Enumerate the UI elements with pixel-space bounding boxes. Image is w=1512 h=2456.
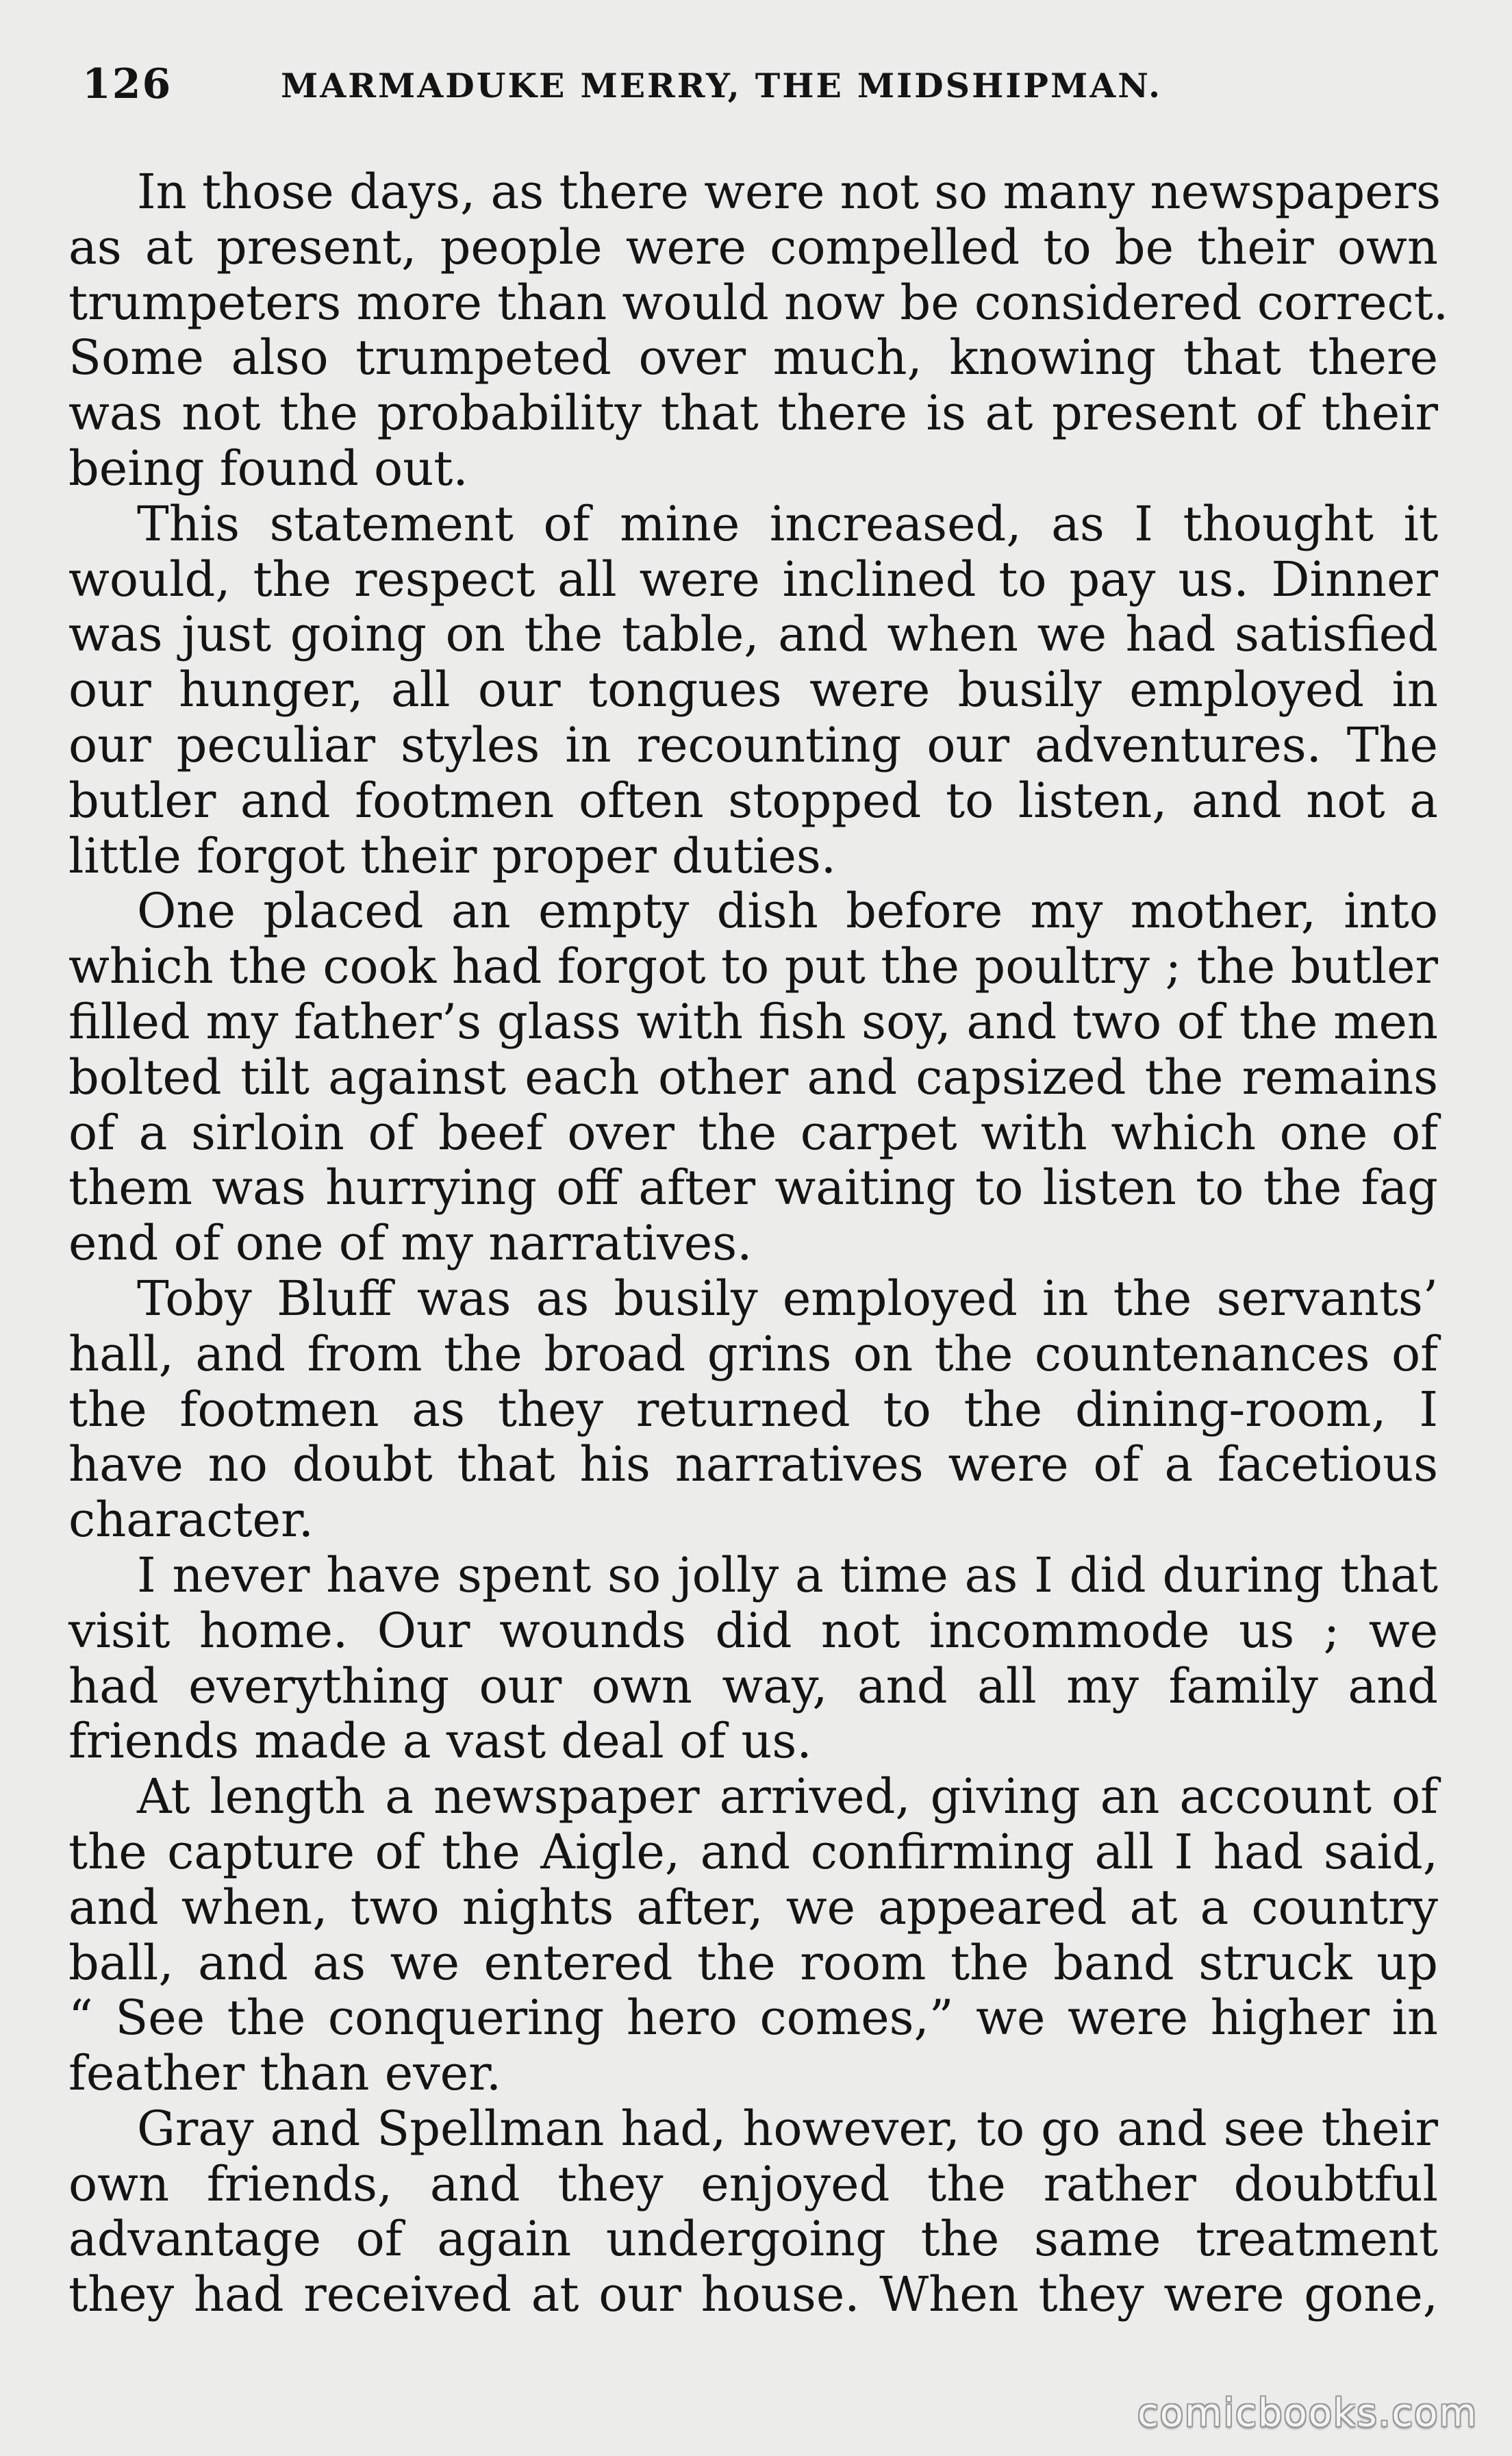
text-line: little forgot their proper duties. [68,827,837,884]
text-line: Gray and Spellman had, however, to go and see their [137,2100,1438,2157]
text-line: Some also trumpeted over much, knowing that there [68,329,1438,386]
text-line: our peculiar styles in recounting our adventures. The [68,716,1438,773]
text-line: end of one of my narratives. [68,1215,753,1272]
text-line: have no doubt that his narratives were of a facetious [68,1436,1438,1493]
text-line: the capture of the Aigle, and confirming all I had said, [68,1823,1438,1880]
text-line: character. [68,1492,314,1549]
text-line: Toby Bluff was as busily employed in the servants’ [137,1270,1438,1327]
text-line: was just going on the table, and when we had satisfied [68,606,1438,663]
text-line: being found out. [68,440,468,497]
text-line: feather than ever. [68,2045,502,2102]
text-line: This statement of mine increased, as I thought it [137,495,1438,552]
text-line: butler and footmen often stopped to listen, and not a [68,772,1438,829]
text-line: One placed an empty dish before my mother, into [137,883,1438,940]
running-title: MARMADUKE MERRY, THE MIDSHIPMAN. [281,66,1163,105]
running-head [82,60,1445,108]
text-line: bolted tilt against each other and capsized the remains [68,1049,1438,1105]
text-line: trumpeters more than would now be considered correct. [68,274,1449,331]
text-line: as at present, people were compelled to be their own [68,218,1438,275]
text-line: ball, and as we entered the room the band struck up [68,1934,1438,1991]
text-line: “ See the conquering hero comes,” we were higher in [68,1990,1438,2046]
text-line: and when, two nights after, we appeared at a country [68,1879,1438,1935]
text-line: they had received at our house. When they were gone, [68,2266,1438,2323]
text-line: own friends, and they enjoyed the rather doubtful [68,2155,1438,2212]
text-line: which the cook had forgot to put the poultry ; the butler [68,938,1438,995]
page-number: 126 [82,60,173,108]
text-line: had everything our own way, and all my family and [68,1657,1438,1714]
watermark: comicbooks.com [1137,2391,1478,2435]
text-line: was not the probability that there is at present of their [68,385,1438,442]
text-line: I never have spent so jolly a time as I did during that [137,1546,1438,1603]
text-line: them was hurrying off after waiting to listen to the fag [68,1160,1438,1216]
text-line: In those days, as there were not so many newspapers [137,164,1441,220]
body-text [68,164,1449,2323]
text-line: friends made a vast deal of us. [68,1713,812,1770]
text-line: hall, and from the broad grins on the countenances of [68,1325,1438,1382]
text-line: visit home. Our wounds did not incommode us ; we [68,1602,1438,1659]
text-line: of a sirloin of beef over the carpet with which one of [68,1104,1438,1161]
text-line: our hunger, all our tongues were busily employed in [68,662,1438,718]
text-line: would, the respect all were inclined to pay us. Dinner [68,551,1438,607]
text-line: At length a newspaper arrived, giving an account of [137,1768,1438,1825]
text-line: advantage of again undergoing the same treatment [68,2211,1438,2268]
text-line: the footmen as they returned to the dining-room, I [68,1381,1438,1438]
text-line: filled my father’s glass with fish soy, and two of the men [68,993,1438,1050]
